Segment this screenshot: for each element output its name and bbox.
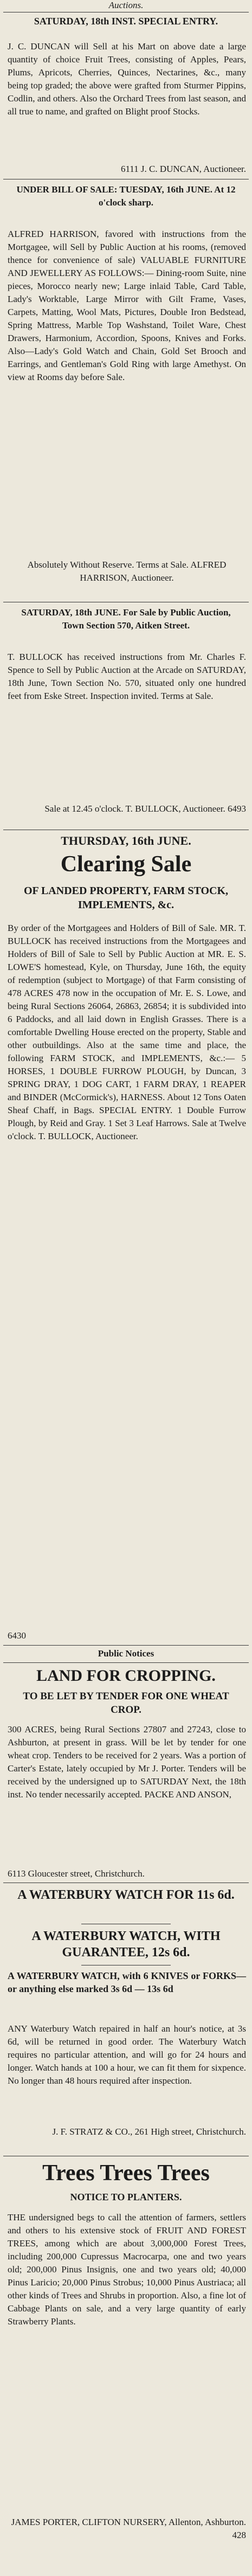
divider — [3, 1645, 249, 1646]
ad6-title1: A WATERBURY WATCH FOR 11s 6d. — [17, 1888, 235, 1902]
ad6-title2: A WATERBURY WATCH, WITH GUARANTEE, 12s 6d. — [31, 1929, 221, 1960]
ad3-heading: SATURDAY, 18th JUNE. For Sale by Public Auction, Town Section 570, Aitken Street. — [21, 607, 231, 631]
ad6-body: ANY Waterbury Watch repaired in half an hour's notice, at 3s 6d, will be returned in good order. The Waterbury Watch requires no particular attention, and will go for 24 hours and longer. Watch hands at 100 a hour, we can fit them for sixpence. No longer than 48 hours required after inspection. — [8, 2023, 246, 2086]
ad1-heading: SATURDAY, 18th INST. SPECIAL ENTRY. — [34, 16, 218, 27]
ad2-body: ALFRED HARRISON, favored with instructions from the Mortgagee, will Sell by Public Auction at his rooms, (removed thence for convenience of sale) VALUABLE FURNITURE AND JEWELLERY AS FOLLOWS:— Dining-room Suite, nine pieces, Morocco nearly new; Large inlaid Table, Card Table, Lady's Worktable, Large Mirror with Gilt Frame, Vases, Carpets, Matting, Wool Mats, Pictures, Double Iron Bedstead, Spring Mattress, Marble Top Washstand, Toilet Ware, Chest Drawers, Harmonium, Accordion, Spoons, Knives and Forks. Also—Lady's Gold Watch and Chain, Gold Set Brooch and Earrings, and Gentleman's Gold Ring with large Amethyst. On view at Rooms day before Sale. — [8, 229, 246, 382]
ad5-title: LAND FOR CROPPING. — [36, 1667, 216, 1685]
ad5-subtitle: TO BE LET BY TENDER FOR ONE WHEAT CROP. — [23, 1691, 229, 1716]
ad7-footer: JAMES PORTER, CLIFTON NURSERY, Allenton, Ashburton. 428 — [11, 2517, 246, 2540]
ad4-title: Clearing Sale — [60, 852, 192, 877]
ad7-subtitle: NOTICE TO PLANTERS. — [70, 2192, 182, 2202]
section-label-auctions: Auctions. — [108, 0, 144, 10]
ad6-footer: J. F. STRATZ & CO., 261 High street, Christchurch. — [52, 2127, 246, 2137]
ad4-body: By order of the Mortgagees and Holders of Bill of Sale. MR. T. BULLOCK has received instructions from the Mortgagees and Holders of Bill of Sale to Sell by Public Auction at MR. E. S. LOWE'S homestead, Kyle, on Thursday, June 16th, the equity of redemption (subject to Mortgage) of that Farm consisting of 478 ACRES 478 now in the occupation of Mr. E. S. Lowe, and being Rural Sections 26064, 26863, 26854; it is subdivided into 6 Paddocks, and all laid down in English Grasses. There is a comfortable Dwelling House erected on the property, Stable and other outbuildings. Also at the same time and place, the following FARM STOCK, and IMPLEMENTS, &c.:— 5 HORSES, 1 DOUBLE FURROW PLOUGH, by Duncan, 3 SPRING DRAY, 1 DOG CART, 1 FARM DRAY, 1 REAPER and BINDER (McCormick's), HARNESS. About 12 Tons Oaten Sheaf Chaff, in Bags. SPECIAL ENTRY. 1 Double Furrow Plough, by Reid and Gray. 1 Set 3 Leaf Harrows. Sale at Twelve o'clock. T. BULLOCK, Auctioneer. — [8, 923, 246, 1141]
ad4-footer: 6430 — [8, 1630, 26, 1641]
ad1-body: J. C. DUNCAN will Sell at his Mart on above date a large quantity of choice Fruit Trees, consisting of Apples, Pears, Plums, Apricots, Cherries, Quinces, Nectarines, &c., many being top graded; the above were grafted from Sturmer Pippins, Codlin, and others. Also the Orchard Trees from last season, and all true to name, and grafted on Blight proof Stocks. — [8, 41, 246, 117]
ad2-footer: Absolutely Without Reserve. Terms at Sale. ALFRED HARRISON, Auctioneer. — [27, 560, 227, 583]
divider — [3, 1662, 249, 1663]
ad4-day-line: THURSDAY, 16th JUNE. — [61, 834, 191, 847]
ad3-footer: Sale at 12.45 o'clock. T. BULLOCK, Auctioneer. 6493 — [44, 804, 246, 814]
ad7-body: THE undersigned begs to call the attention of farmers, settlers and others to his extensive stock of FRUIT AND FOREST TREES, among which are about 3,000,000 Forest Trees, including 200,000 Cupressus Macrocarpa, one and two years old; 200,000 Pinus Insignis, one and two years old; 40,000 Pinus Laricio; 20,000 Pinus Strobus; 10,000 Pinus Austriaca; all other kinds of Trees and Shrubs in proportion. Also, a fine lot of Cabbage Plants on sale, and a very large quantity of early Strawberry Plants. — [8, 2212, 246, 2327]
ad6-knives: A WATERBURY WATCH, with 6 KNIVES or FORKS—or anything else marked 3s 6d — 13s 6d — [8, 1970, 246, 1994]
ad2-heading: UNDER BILL OF SALE: TUESDAY, 16th JUNE. At 12 o'clock sharp. — [16, 184, 236, 208]
ad1-footer: 6111 J. C. DUNCAN, Auctioneer. — [120, 164, 246, 174]
ad5-footer: 6113 Gloucester street, Christchurch. — [8, 1868, 145, 1879]
ad7-title: Trees Trees Trees — [42, 2161, 210, 2186]
ad3-body: T. BULLOCK has received instructions from Mr. Charles F. Spence to Sell by Public Auction at the Arcade on SATURDAY, 18th June, Town Section No. 570, situated only one hundred feet from Eske Street. Inspection invited. Terms at Sale. — [8, 652, 246, 701]
ad5-body: 300 ACRES, being Rural Sections 27807 and 27243, close to Ashburton, at present in grass. Will be let by tender for one wheat crop. Tenders to be received for 2 years. Was a portion of Carter's Estate, lately occupied by Mr J. Porter. Tenders will be received by the undersigned up to SATURDAY Next, the 18th inst. No tender necessarily accepted. PACKE AND ANSON, — [8, 1724, 246, 1800]
section-label-public-notices: Public Notices — [98, 1648, 154, 1659]
ad4-subtitle: OF LANDED PROPERTY, FARM STOCK, IMPLEMENTS, &c. — [23, 885, 229, 911]
